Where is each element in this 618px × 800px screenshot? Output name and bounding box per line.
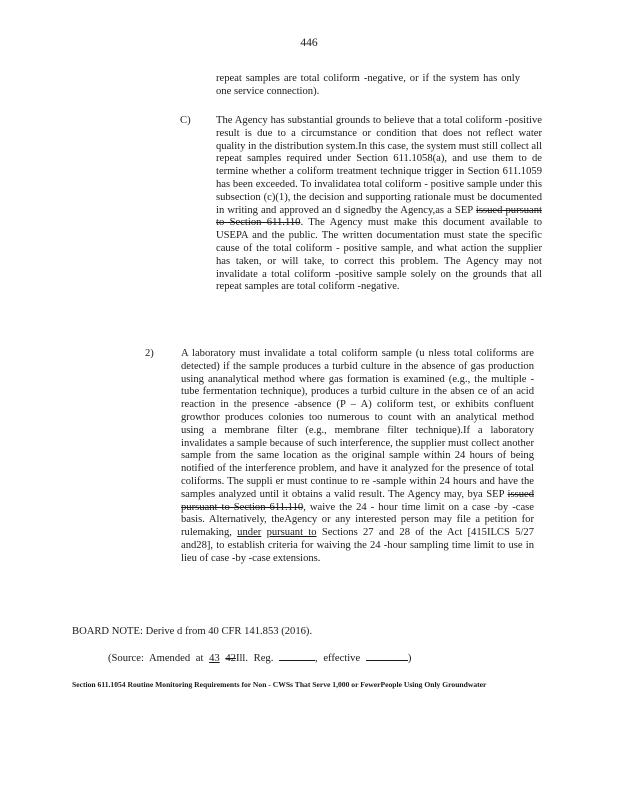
source-prefix: (Source: Amended at xyxy=(108,653,204,664)
item-c-text-b: . The Agency must make this document available to USEPA and the public. The written documentation must state the specific cause of the total coliform - positive sample, and what action the supplier has taken, or will take, to correct this problem. The Agency may not invalidate a total coliform -positive sample solely on the grounds that all repeat samples are total coliform -negative. xyxy=(216,217,542,293)
item-2-label: 2) xyxy=(145,348,154,359)
item-c-label: C) xyxy=(180,115,191,126)
item-c-text xyxy=(216,115,542,294)
register-page-blank xyxy=(279,650,315,661)
effective-date-blank xyxy=(366,650,408,661)
item-c-struck-text: issued pursuant to Section 611.110 xyxy=(216,204,542,229)
board-note: BOARD NOTE: Derive d from 40 CFR 141.853 (2016). xyxy=(72,626,313,637)
source-close: ) xyxy=(407,653,412,664)
item-2-underlined-struck-text: pursuant to xyxy=(266,527,317,539)
item-2-text-b: , waive the 24 - hour time limit on a case -by -case basis. Alternatively, theAgency or any interested person may file a petition for rulemaking, xyxy=(181,501,535,539)
source-ill-reg: Ill. Reg. xyxy=(235,653,274,664)
page-number: 446 xyxy=(300,37,318,49)
item-2-text-c: Sections 27 and 28 of the Act [415ILCS 5/27 and28], to establish criteria for waiving the 24 -hour sampling time limit to use in lieu of case -by -case extensions. xyxy=(181,527,534,564)
item-2-struck-text: issued pursuant to Section 611.110 xyxy=(181,488,534,513)
source-effective: , effective xyxy=(315,653,361,664)
section-heading: Section 611.1054 Routine Monitoring Requirements for Non - CWSs That Serve 1,000 or FewerPeople Using Only Groundwater xyxy=(72,680,487,689)
item-2-underlined-text: under xyxy=(237,527,262,539)
item-2-text-a: A laboratory must invalidate a total coliform sample (u nless total coliforms are detected) if the sample produces a turbid culture in the absence of gas production using ananalytical method where gas formation is examined (e.g., the multiple -tube fermentation technique), produces a turbid culture in the absen ce of an acid reaction in the presence -absence (P – A) coliform test, or exhibits confluent growthor produces colonies too numerous to count with an analytical method using a membrane filter (e.g., membrane filter technique).If a laboratory invalidates a sample because of such interference, the supplier must collect another sample from the same location as the original sample within 24 hours of being notified of the interference problem, and have it analyzed for the presence of total coliforms. The suppli er must continue to re -sample within 24 hours and have the samples analyzed until it obtains a valid result. The Agency may, bya SEP xyxy=(181,348,534,500)
source-volume-new: 43 xyxy=(209,653,220,664)
source-note xyxy=(108,650,488,666)
item-2-text xyxy=(181,348,534,566)
item-c-tail-text: repeat samples are total coliform -negative, or if the system has only one service connection). xyxy=(216,73,520,97)
source-volume-old: 42 xyxy=(225,653,236,664)
item-c-text-a: The Agency has substantial grounds to believe that a total coliform -positive result is due to a circumstance or condition that does not reflect water quality in the distribution system.In this case, the system must still collect all repeat samples required under Section 611.1058(a), and use them to de termine whether a coliform treatment technique trigger in Section 611.1059 has been exceeded. To invalidatea total coliform - positive sample under this subsection (c)(1), the decision and supporting rationale must be documented in writing and approved an d signedby the Agency,as a SEP xyxy=(216,115,543,216)
